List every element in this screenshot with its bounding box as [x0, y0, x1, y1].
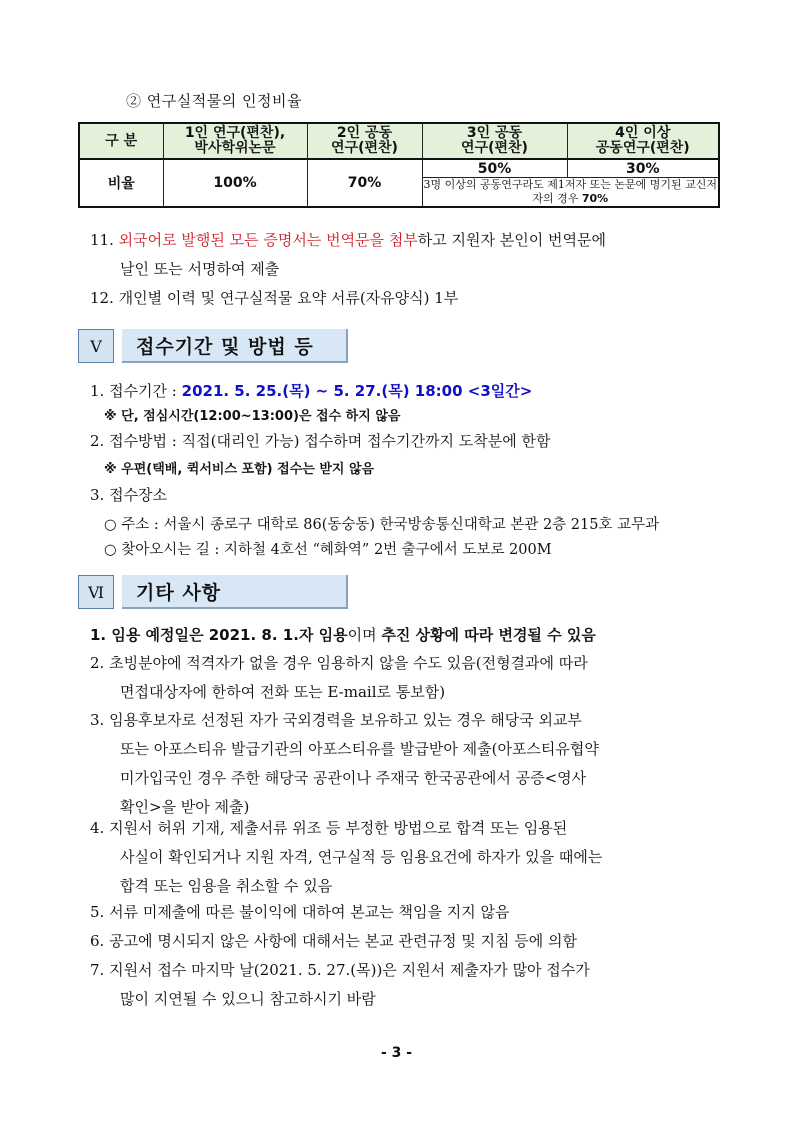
directions-line: ○ 찾아오시는 길 : 지하철 4호선 “혜화역” 2번 출구에서 도보로 200M	[104, 542, 552, 558]
list-item-last-day: 7. 지원서 접수 마지막 날(2021. 5. 27.(목))은 지원서 제출자가 많아 접수가 많이 지연될 수 있으니 참고하시기 바람	[90, 961, 590, 1008]
list-item-period: 1. 접수기간 : 2021. 5. 25.(목) ~ 5. 27.(목) 18:00 <3일간>	[90, 382, 533, 400]
page-number: - 3 -	[380, 1045, 413, 1061]
table-row-label: 비율	[79, 159, 163, 207]
note-mail: ※ 우편(택배, 퀵서비스 포함) 접수는 받지 않음	[104, 462, 375, 477]
list-item-apostille: 3. 임용후보자로 선정된 자가 국외경력을 보유하고 있는 경우 해당국 외교부 또는 아포스티유 발급기관의 아포스티유를 발급받아 제출(아포스티유협약 미가입국인 경우 주한 해당국 공관이나 주재국 한국공관에서 공증<영사 확인>을 받아 제출)	[90, 711, 599, 816]
section-title: 기타 사항	[122, 575, 348, 609]
section-number: Ⅵ	[78, 575, 114, 609]
list-item-11: 11. 외국어로 발행된 모든 증명서는 번역문을 첨부하고 지원자 본인이 번역문에 날인 또는 서명하여 제출	[90, 231, 606, 278]
list-item-method: 2. 접수방법 : 직접(대리인 가능) 접수하며 접수기간까지 도착분에 한함	[90, 432, 551, 450]
list-item-regulations: 6. 공고에 명시되지 않은 사항에 대해서는 본교 관련규정 및 지침 등에 의함	[90, 932, 577, 950]
section-header-vi	[78, 575, 348, 609]
table-cell-two: 70%	[307, 159, 422, 207]
address-line: ○ 주소 : 서울시 종로구 대학로 86(동숭동) 한국방송통신대학교 본관 2층 215호 교무과	[104, 517, 660, 533]
subheading-recognition-ratio: ② 연구실적물의 인정비율	[126, 92, 302, 110]
list-item-place: 3. 접수장소	[90, 486, 168, 504]
section-header-v	[78, 329, 348, 363]
table-header-single: 1인 연구(편찬), 박사학위논문	[163, 123, 307, 159]
table-cell-single: 100%	[163, 159, 307, 207]
list-item-no-responsibility: 5. 서류 미제출에 따른 불이익에 대하여 본교는 책임을 지지 않음	[90, 903, 510, 921]
list-item-false-application: 4. 지원서 허위 기재, 제출서류 위조 등 부정한 방법으로 합격 또는 임용된 사실이 확인되거나 지원 자격, 연구실적 등 임용요건에 하자가 있을 때에는 합격 또는 임용을 취소할 수 있음	[90, 819, 603, 895]
table-cell-three: 50%	[422, 159, 567, 178]
table-header-three: 3인 공동 연구(편찬)	[422, 123, 567, 159]
note-lunch: ※ 단, 점심시간(12:00~13:00)은 접수 하지 않음	[104, 409, 401, 424]
table-header-two: 2인 공동 연구(편찬)	[307, 123, 422, 159]
list-item-appointment-date: 1. 임용 예정일은 2021. 8. 1.자 임용이며 추진 상황에 따라 변경될 수 있음	[90, 626, 596, 644]
table-cell-four: 30%	[567, 159, 719, 178]
table-header-four-plus: 4인 이상 공동연구(편찬)	[567, 123, 719, 159]
table-note: 3명 이상의 공동연구라도 제1저자 또는 논문에 명기된 교신저자의 경우 70%	[423, 178, 717, 205]
list-item-no-candidate: 2. 초빙분야에 적격자가 없을 경우 임용하지 않을 수도 있음(전형결과에 따라 면접대상자에 한하여 전화 또는 E-mail로 통보함)	[90, 654, 588, 701]
table-header-category: 구 분	[79, 123, 163, 159]
section-number: V	[78, 329, 114, 363]
list-item-12: 12. 개인별 이력 및 연구실적물 요약 서류(자유양식) 1부	[90, 289, 459, 307]
recognition-ratio-table	[78, 122, 720, 208]
section-title: 접수기간 및 방법 등	[122, 329, 348, 363]
